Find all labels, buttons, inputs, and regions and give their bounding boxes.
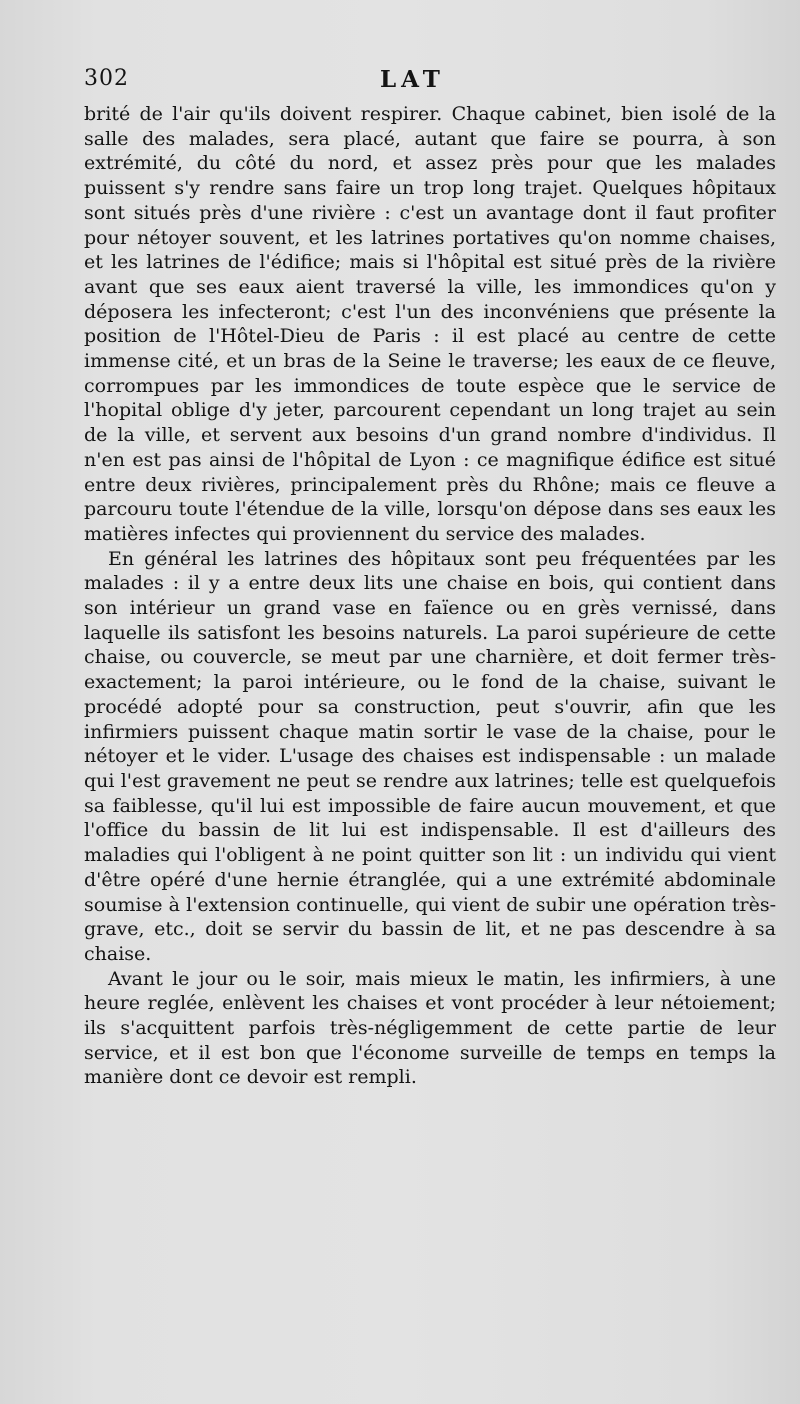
page-header [84,66,776,100]
paragraph-1: brité de l'air qu'ils doivent respirer. Chaque cabinet, bien isolé de la salle des malades, sera placé, autant que faire se pourra, à son extrémité, du côté du nord, et assez près pour que les malades puissent s'y rendre sans faire un trop long trajet. Quelques hôpitaux sont situés près d'une rivière : c'est un avantage dont il faut profiter pour nétoyer souvent, et les latrines portatives qu'on nomme chaises, et les latrines de l'édifice; mais si l'hôpital est situé près de la rivière avant que ses eaux aient traversé la ville, les immondices qu'on y déposera les infecteront; c'est l'un des inconvéniens que présente la position de l'Hôtel-Dieu de Paris : il est placé au centre de cette immense cité, et un bras de la Seine le traverse; les eaux de ce fleuve, corrompues par les immondices de toute espèce que le service de l'hopital oblige d'y jeter, parcourent cependant un long trajet au sein de la ville, et servent aux besoins d'un grand nombre d'individus. Il n'en est pas ainsi de l'hôpital de Lyon : ce magnifique édifice est situé entre deux rivières, principalement près du Rhône; mais ce fleuve a parcouru toute l'étendue de la ville, lorsqu'on dépose dans ses eaux les matières infectes qui proviennent du service des malades. [84,103,776,545]
paragraph-2: En général les latrines des hôpitaux sont peu fréquentées par les malades : il y a entre deux lits une chaise en bois, qui contient dans son intérieur un grand vase en faïence ou en grès vernissé, dans laquelle ils satisfont les besoins naturels. La paroi supérieure de cette chaise, ou couvercle, se meut par une charnière, et doit fermer très-exactement; la paroi intérieure, ou le fond de la chaise, suivant le procédé adopté pour sa construction, peut s'ouvrir, afin que les infirmiers puissent chaque matin sortir le vase de la chaise, pour le nétoyer et le vider. L'usage des chaises est indispensable : un malade qui l'est gravement ne peut se rendre aux latrines; telle est quelquefois sa faiblesse, qu'il lui est impossible de faire aucun mouvement, et que l'office du bassin de lit lui est indispensable. Il est d'ailleurs des maladies qui l'obligent à ne point quitter son lit : un individu qui vient d'être opéré d'une hernie étranglée, qui a une extrémité abdominale soumise à l'extension continuelle, qui vient de subir une opération très-grave, etc., doit se servir du bassin de lit, et ne pas descendre à sa chaise. [84,547,776,965]
body-text [84,102,776,1090]
paragraph-3: Avant le jour ou le soir, mais mieux le matin, les infirmiers, à une heure reglée, enlèvent les chaises et vont procéder à leur nétoiement; ils s'acquittent parfois très-négligemment de cette partie de leur service, et il est bon que l'économe surveille de temps en temps la manière dont ce devoir est rempli. [84,967,776,1089]
running-head: LAT [380,66,445,93]
page-number: 302 [84,66,129,91]
